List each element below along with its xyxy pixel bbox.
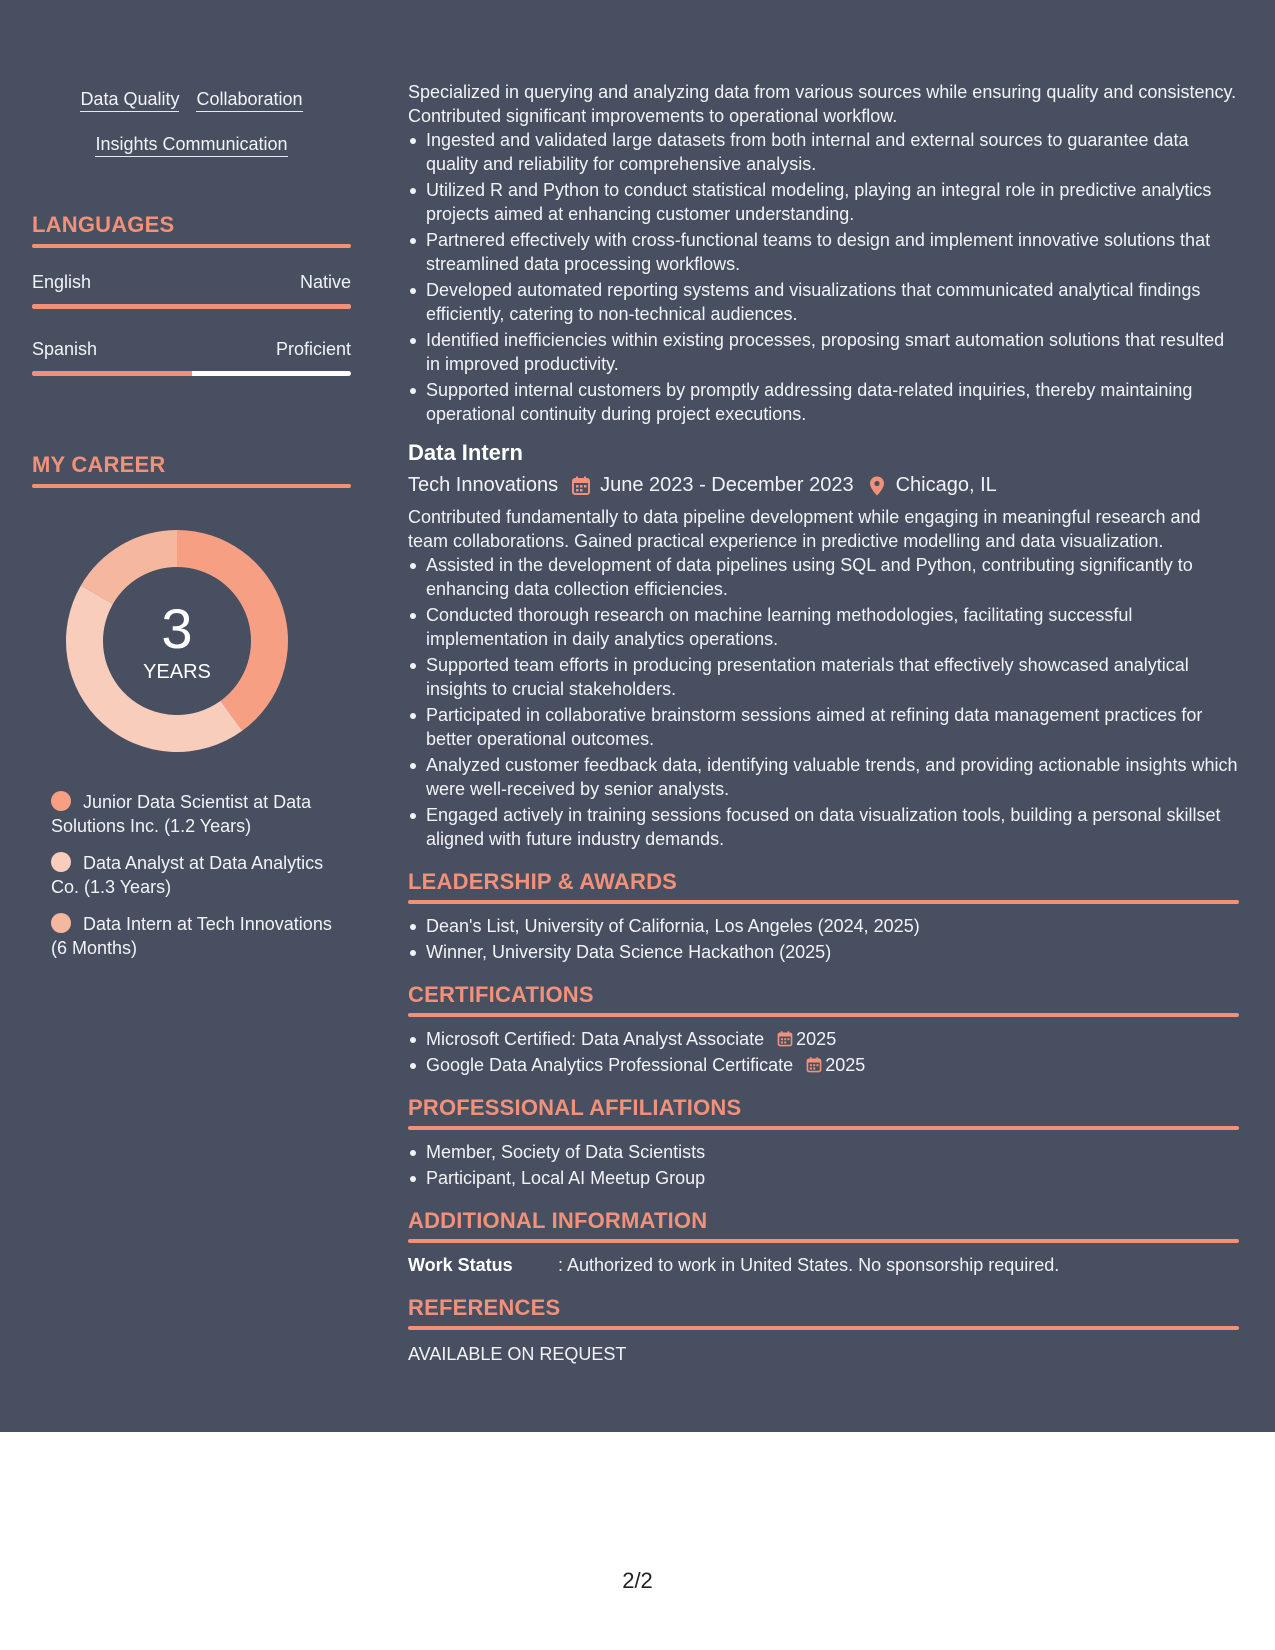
legend-label: Data Intern at Tech Innovations (6 Months) bbox=[51, 914, 332, 958]
cert-name: Microsoft Certified: Data Analyst Associate bbox=[426, 1029, 765, 1049]
page-number: 2/2 bbox=[622, 1568, 653, 1593]
language-bar-fill bbox=[32, 304, 351, 309]
job-company: Tech Innovations bbox=[408, 474, 559, 496]
list-item: Dean's List, University of California, Los Angeles (2024, 2025) bbox=[408, 914, 1239, 938]
job-summary: Specialized in querying and analyzing data from various sources while ensuring quality and consistency. Contributed significant improvements to operational workflow. bbox=[408, 82, 1237, 126]
list-item: Partnered effectively with cross-functional teams to design and implement innovative solutions that streamlined data processing workflows. bbox=[408, 228, 1239, 276]
language-name: English bbox=[32, 272, 92, 292]
list-item: Participated in collaborative brainstorm sessions aimed at refining data management practices for better operational outcomes. bbox=[408, 703, 1239, 751]
section-title: ADDITIONAL INFORMATION bbox=[408, 1208, 708, 1233]
job-summary: Contributed fundamentally to data pipeline development while engaging in meaningful research and team collaborations. Gained practical experience in predictive modelling and data visualization. bbox=[408, 507, 1201, 551]
affiliations-section bbox=[408, 1095, 1239, 1190]
calendar-icon bbox=[805, 1056, 823, 1074]
skill-tag: Insights Communication bbox=[95, 133, 287, 157]
info-label: Work Status bbox=[408, 1255, 513, 1275]
career-total-unit: YEARS bbox=[143, 660, 211, 683]
section-rule bbox=[32, 484, 351, 488]
list-item: Engaged actively in training sessions focused on data visualization tools, building a personal skillset aligned with future industry demands. bbox=[408, 803, 1239, 851]
career-legend bbox=[51, 790, 341, 973]
skill-tag: Collaboration bbox=[196, 88, 302, 112]
legend-item bbox=[51, 912, 341, 960]
section-title: LANGUAGES bbox=[32, 212, 175, 237]
references-text: AVAILABLE ON REQUEST bbox=[408, 1344, 627, 1364]
list-item: Assisted in the development of data pipelines using SQL and Python, contributing significantly to enhancing data collection efficiencies. bbox=[408, 553, 1239, 601]
list-item: Participant, Local AI Meetup Group bbox=[408, 1166, 1239, 1190]
certifications-section bbox=[408, 982, 1239, 1077]
skill-tag: Data Quality bbox=[80, 88, 179, 112]
job-meta bbox=[408, 474, 1239, 497]
cert-year: 2025 bbox=[796, 1029, 837, 1049]
language-name: Spanish bbox=[32, 339, 98, 359]
calendar-icon bbox=[570, 475, 592, 497]
job-bullets bbox=[408, 128, 1239, 426]
language-row bbox=[32, 339, 351, 360]
list-item: Ingested and validated large datasets from both internal and external sources to guarantee data quality and reliability for comprehensive analysis. bbox=[408, 128, 1239, 176]
section-title: CERTIFICATIONS bbox=[408, 982, 594, 1007]
calendar-icon bbox=[776, 1030, 794, 1048]
legend-dot bbox=[51, 913, 71, 933]
career-total-years: 3 bbox=[161, 596, 193, 660]
job-dates: June 2023 - December 2023 bbox=[600, 474, 854, 496]
language-row bbox=[32, 272, 351, 293]
list-item: Identified inefficiencies within existing processes, proposing smart automation solutions that resulted in improved productivity. bbox=[408, 328, 1239, 376]
career-section bbox=[32, 452, 351, 958]
section-rule bbox=[408, 1126, 1239, 1130]
legend-label: Data Analyst at Data Analytics Co. (1.3 Years) bbox=[51, 853, 324, 897]
section-title: REFERENCES bbox=[408, 1295, 561, 1320]
language-level: Proficient bbox=[275, 339, 351, 359]
language-bar bbox=[32, 304, 351, 309]
additional-info-section bbox=[408, 1208, 1239, 1277]
legend-dot bbox=[51, 791, 71, 811]
donut-center bbox=[66, 530, 288, 752]
list-item: Conducted thorough research on machine learning methodologies, facilitating successful implementation in daily analytics operations. bbox=[408, 603, 1239, 651]
info-row bbox=[408, 1253, 1239, 1277]
section-title: PROFESSIONAL AFFILIATIONS bbox=[408, 1095, 742, 1120]
legend-label: Junior Data Scientist at Data Solutions Inc. (1.2 Years) bbox=[51, 792, 312, 836]
language-level: Native bbox=[299, 272, 351, 292]
section-rule bbox=[408, 900, 1239, 904]
section-rule bbox=[408, 1013, 1239, 1017]
list-item: Analyzed customer feedback data, identifying valuable trends, and providing actionable insights which were well-received by senior analysts. bbox=[408, 753, 1239, 801]
list-item bbox=[408, 1027, 1239, 1051]
references-section bbox=[408, 1295, 1239, 1366]
legend-item bbox=[51, 790, 341, 838]
list-item bbox=[408, 1053, 1239, 1077]
cert-name: Google Data Analytics Professional Certificate bbox=[426, 1055, 794, 1075]
list-item: Member, Society of Data Scientists bbox=[408, 1140, 1239, 1164]
info-value: : Authorized to work in United States. No sponsorship required. bbox=[558, 1255, 1060, 1275]
list-item: Utilized R and Python to conduct statistical modeling, playing an integral role in predictive analytics projects aimed at enhancing customer understanding. bbox=[408, 178, 1239, 226]
languages-section bbox=[32, 212, 351, 376]
cert-year: 2025 bbox=[825, 1055, 866, 1075]
section-title: LEADERSHIP & AWARDS bbox=[408, 869, 678, 894]
list-item: Winner, University Data Science Hackathon (2025) bbox=[408, 940, 1239, 964]
section-title: MY CAREER bbox=[32, 452, 166, 477]
list-item: Supported internal customers by promptly addressing data-related inquiries, thereby maintaining operational continuity during project executions. bbox=[408, 378, 1239, 426]
right-column bbox=[408, 80, 1239, 1366]
legend-dot bbox=[51, 852, 71, 872]
section-rule bbox=[32, 244, 351, 248]
job-location: Chicago, IL bbox=[895, 474, 997, 496]
job-bullets bbox=[408, 553, 1239, 851]
skills-list bbox=[32, 88, 351, 178]
list-item: Developed automated reporting systems and visualizations that communicated analytical findings efficiently, catering to non-technical audiences. bbox=[408, 278, 1239, 326]
section-rule bbox=[408, 1326, 1239, 1330]
job-title: Data Intern bbox=[408, 440, 523, 465]
list-item: Supported team efforts in producing presentation materials that effectively showcased analytical insights to crucial stakeholders. bbox=[408, 653, 1239, 701]
leadership-section bbox=[408, 869, 1239, 964]
legend-item bbox=[51, 851, 341, 899]
section-rule bbox=[408, 1239, 1239, 1243]
language-bar bbox=[32, 371, 351, 376]
location-pin-icon bbox=[866, 475, 888, 497]
language-bar-fill bbox=[32, 371, 192, 376]
